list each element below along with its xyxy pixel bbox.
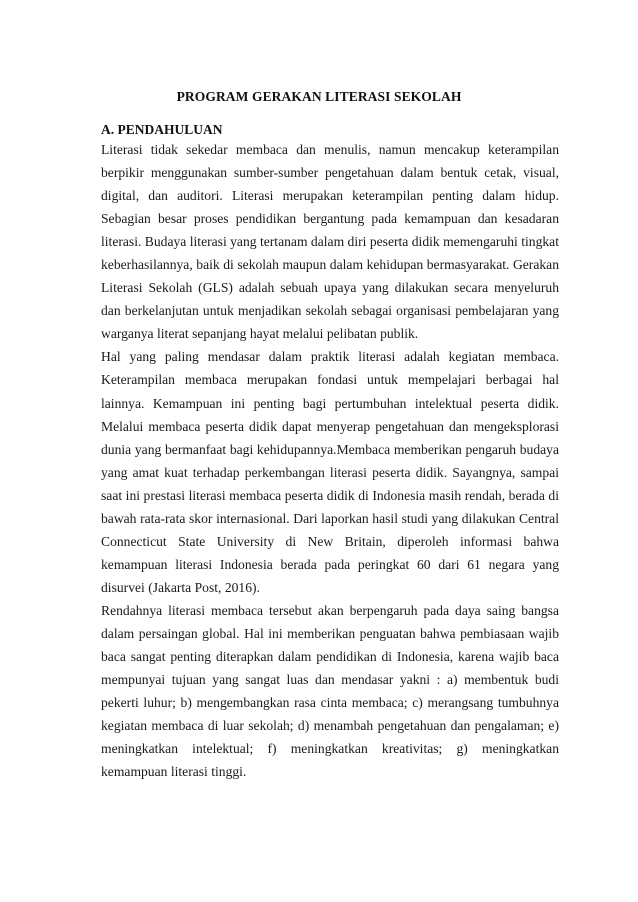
- document-body: [101, 138, 559, 783]
- document-title: PROGRAM GERAKAN LITERASI SEKOLAH: [176, 89, 462, 104]
- paragraph-2: Hal yang paling mendasar dalam praktik literasi adalah kegiatan membaca. Keterampilan membaca merupakan fondasi untuk mempelajari berbagai hal lainnya. Kemampuan ini penting bagi pertumbuhan intelektual peserta didik. Melalui membaca peserta didik dapat menyerap pengetahuan dan mengeksplorasi dunia yang bermanfaat bagi kehidupannya.Membaca memberikan pengaruh budaya yang amat kuat terhadap perkembangan literasi peserta didik. Sayangnya, sampai saat ini prestasi literasi membaca peserta didik di Indonesia masih rendah, berada di bawah rata-rata skor internasional. Dari laporkan hasil studi yang dilakukan Central Connecticut State University di New Britain, diperoleh informasi bahwa kemampuan literasi Indonesia berada pada peringkat 60 dari 61 negara yang disurvei (Jakarta Post, 2016).: [101, 349, 559, 595]
- paragraph-3: Rendahnya literasi membaca tersebut akan berpengaruh pada daya saing bangsa dalam persaingan global. Hal ini memberikan penguatan bahwa pembiasaan wajib baca sangat penting diterapkan dalam pendidikan di Indonesia, karena wajib baca mempunyai tujuan yang sangat luas dan mendasar yakni : a) membentuk budi pekerti luhur; b) mengembangkan rasa cinta membaca; c) merangsang tumbuhnya kegiatan membaca di luar sekolah; d) menambah pengetahuan dan pengalaman; e) meningkatkan intelektual; f) meningkatkan kreativitas; g) meningkatkan kemampuan literasi tinggi.: [101, 602, 559, 780]
- paragraph-1: Literasi tidak sekedar membaca dan menulis, namun mencakup keterampilan berpikir menggunakan sumber-sumber pengetahuan dalam bentuk cetak, visual, digital, dan auditori. Literasi merupakan keterampilan penting dalam hidup. Sebagian besar proses pendidikan bergantung pada kemampuan dan kesadaran literasi. Budaya literasi yang tertanam dalam diri peserta didik memengaruhi tingkat keberhasilannya, baik di sekolah maupun dalam kehidupan bermasyarakat. Gerakan Literasi Sekolah (GLS) adalah sebuah upaya yang dilakukan secara menyeluruh dan berkelanjutan untuk menjadikan sekolah sebagai organisasi pembelajaran yang warganya literat sepanjang hayat melalui pelibatan publik.: [101, 142, 559, 342]
- section-heading: A. PENDAHULUAN: [101, 122, 223, 137]
